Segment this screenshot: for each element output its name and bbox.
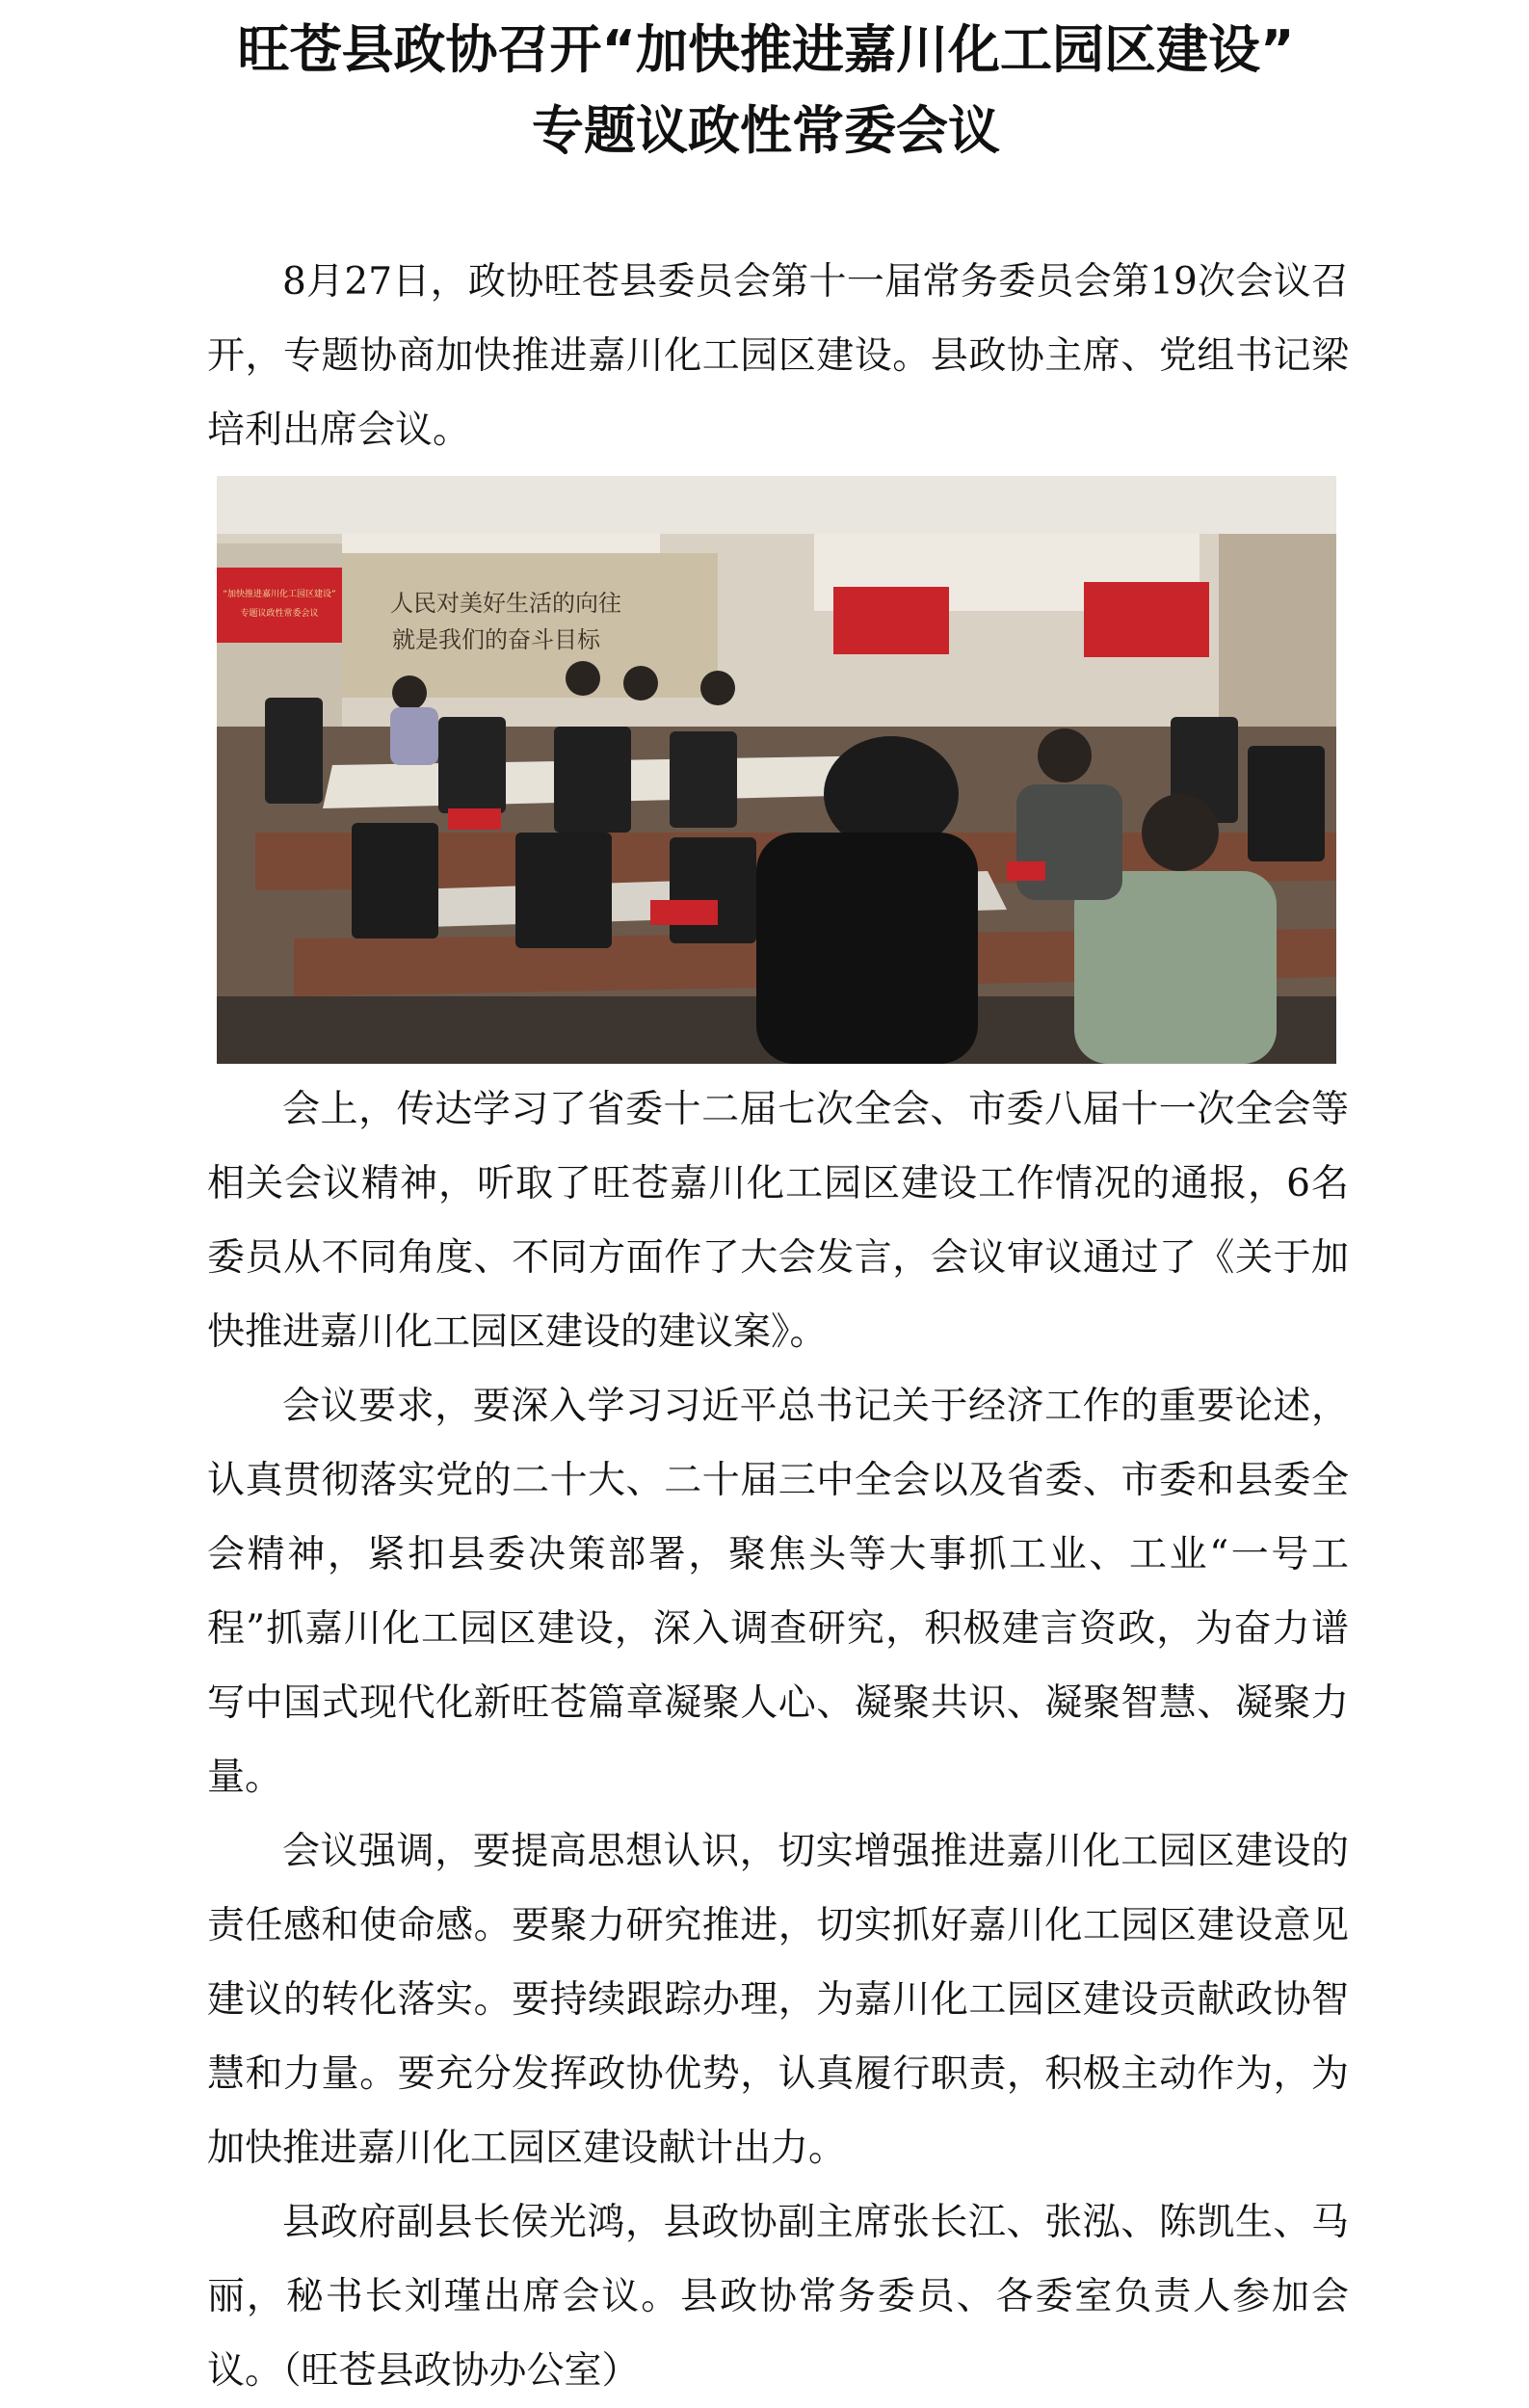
paragraph-1: 8月27日，政协旺苍县委员会第十一届常务委员会第19次会议召开，专题协商加快推进嘉川化工园区建设。县政协主席、党组书记梁培利出席会议。 xyxy=(207,260,1349,452)
article-body xyxy=(207,245,1349,2408)
left-screen xyxy=(217,568,342,643)
article-title xyxy=(145,10,1387,172)
wall-slogan-line1: 人民对美好生活的向往 xyxy=(390,590,621,617)
paragraph-4: 会议强调，要提高思想认识，切实增强推进嘉川化工园区建设的责任感和使命感。要聚力研究推进，切实抓好嘉川化工园区建设意见建议的转化落实。要持续跟踪办理，为嘉川化工园区建设贡献政协智慧和力量。要充分发挥政协优势，认真履行职责，积极主动作为，为加快推进嘉川化工园区建设献计出力。 xyxy=(207,1830,1349,2170)
left-screen-line2: 专题议政性常委会议 xyxy=(240,609,319,619)
article-title-line1: 旺苍县政协召开“加快推进嘉川化工园区建设” xyxy=(237,19,1295,80)
person-right xyxy=(1074,871,1277,1064)
meeting-photo xyxy=(217,476,1336,1064)
left-screen-line1: “加快推进嘉川化工园区建设” xyxy=(223,590,336,599)
wall-slogan-line2: 就是我们的奋斗目标 xyxy=(392,626,600,653)
article-title-line2: 专题议政性常委会议 xyxy=(532,100,1000,161)
right-screen xyxy=(1084,582,1209,657)
photo-ceiling xyxy=(217,476,1336,534)
person-foreground xyxy=(756,833,978,1064)
paragraph-2: 会上，传达学习了省委十二届七次全会、市委八届十一次全会等相关会议精神，听取了旺苍嘉川化工园区建设工作情况的通报，6名委员从不同角度、不同方面作了大会发言，会议审议通过了《关于加快推进嘉川化工园区建设的建议案》。 xyxy=(207,1088,1349,1354)
photo-wall-panel xyxy=(342,553,718,698)
center-screen xyxy=(833,587,949,654)
paragraph-3: 会议要求，要深入学习习近平总书记关于经济工作的重要论述，认真贯彻落实党的二十大、二十届三中全会以及省委、市委和县委全会精神，紧扣县委决策部署，聚焦头等大事抓工业、工业“一号工程”抓嘉川化工园区建设，深入调查研究，积极建言资政，为奋力谱写中国式现代化新旺苍篇章凝聚人心、凝聚共识、凝聚智慧、凝聚力量。 xyxy=(207,1385,1349,1799)
paragraph-5: 县政府副县长侯光鸿，县政协副主席张长江、张泓、陈凯生、马丽，秘书长刘瑾出席会议。县政协常务委员、各委室负责人参加会议。（旺苍县政协办公室） xyxy=(207,2201,1349,2393)
